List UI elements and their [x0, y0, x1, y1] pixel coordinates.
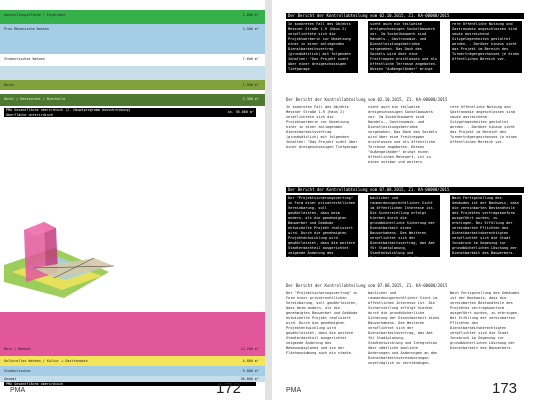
band-label: Studentisches	[4, 369, 31, 373]
area-band	[0, 312, 265, 344]
band-value: 1.500 m²	[242, 83, 259, 87]
footer-label: PMA	[286, 387, 302, 394]
text-column: In konkreten Fall des Objekts Messner Straße 1-9 (Haus 2) verpflichtete sich die Projektwerberin zur Umsetzung einer in einer anliegenden Dienstbarkeitsvertrag (grundsätzlich) mit folgenden Inhalten: "Das Projekt sieht über einer dreigeschossigen Tiefgarage	[286, 105, 358, 149]
area-band	[0, 356, 265, 366]
band-value: 2.800 m²	[242, 13, 259, 17]
band-value: 36.800 m²	[240, 377, 259, 381]
total-line-1: PMA Gesamtfläche oberirdisch (2. Hauptprogramm Ausschreibung)	[6, 108, 131, 112]
page-number: 173	[492, 380, 518, 397]
text-column: sieht auch ein teilweise dreigeschossigen Sockelbauwerk vor. Im Sockelbauwerk sind Handels-, Gastronomie- und Dienstleistungsbetriebe vorgesehen. Das Dach des Sockels wird über eine Freitreppen erschlossen und als öffentliche Terrasse angeboten. Dessen "Außengeländer" bringt einen öffentlichen Mehrwert, ist zu einen nutzbar und weiters	[368, 105, 438, 164]
band-value: 9.800 m²	[242, 369, 259, 373]
band-value: 2.300 m²	[242, 97, 259, 101]
total-value: ca. 36.800 m²	[227, 110, 254, 114]
band-value: 4.800 m²	[242, 359, 259, 363]
band-label: Gesamt	[4, 377, 17, 381]
band-label: Hotel / Restaurant / Bierhalle	[4, 97, 66, 101]
area-band	[0, 366, 265, 376]
band-label: Büro / Wohnen	[4, 347, 31, 351]
text-column: Nach Fertigstellung des Gebäudes ist der Nachweis, dass die vereinbarten Bestandteile des Projektes vertragskonform ausgeführt wurden, zu erbringen. Bei Erfüllung der vereinbarten Pflichten des Dienstbarkeitsberechtigten verpflichtet sich die Stadt Innsbruck im Gegenzug zur grundbücherlichen Löschung der Dienstbarkeit des Bauwerbers.	[450, 195, 522, 257]
section-header: Der Bericht der Kontrollabteilung vom 07.08.2015, Z1. KA-00000/2015	[286, 187, 524, 193]
bottom-total-label: PMA Gesamtfläche oberirdisch	[6, 382, 64, 386]
text-column: baulicher und raumordnungsrechtlicher Sicht im öffentlichen Interesse ist. Die Sicherstellung erfolgt hierbei durch die grundbücherliche Sicherung der Dienstbarkeit eines Bauvorhabens. Des Weiteren verpflichtet sich der Dienstbarkeitsvertrag, das Amt für Stadtplanung, Stadtentwicklung und Integration über sämtliche bauliche Änderungen und Änderungen an den Dienstbarkeitsvereinbarungen unverzüglich zu verständigen.	[368, 195, 440, 257]
total-line-2: Oberfläche unterirdisch	[6, 112, 53, 117]
area-band	[0, 10, 265, 24]
section-header: Der Bericht der Kontrollabteilung vom 07.08.2015, Z1. KA-00000/2015	[286, 283, 448, 288]
text-column: Der "Projektsicherungsvertrag" in Form einer privatrechtlichen Vereinbarung, soll gewährleisten, dass beim andern, als die genehmigten Bauwerber und Gebäude entwickelte Projekt realisiert wird. Durch die genehmigten Projektentwicklung wird gewährleistet, dass die weitere Stadterdachteil ausgerichtet zeigende Änderung des Bebauungsplanes und sie der Flächenwidmung auch ein stadte-	[286, 195, 358, 257]
section-header: Der Bericht der Kontrollabteilung vom 02.10.2015, Z1. KA-00000/2015	[286, 97, 448, 102]
text-column: Nach Fertigstellung des Gebäudes ist der Nachweis, dass die vereinbarten Bestandteile des Projektes vertragskonform ausgeführt wurden, zu erbringen. Bei Erfüllung der vereinbarten Pflichten des Dienstbarkeitsberechtigten verpflichtet sich die Stadt Innsbruck im Gegenzug zur grundbücherlichen Löschung der Dienstbarkeit des Bauwerbers.	[450, 291, 520, 350]
text-column: rere öffentliche Nutzung und Gastronomie angeschlossen sind sowie ausreichend Sitzgelegenheiten gestaltet werden. - Darüber hinaus sieht das Projekt im Bereich des Turmerträgergeschosses je einen öffentlichen Bereich vor.	[450, 105, 518, 144]
area-band	[0, 54, 265, 66]
left-page	[0, 0, 265, 400]
area-band	[0, 80, 265, 90]
band-value: 14.200 m²	[240, 347, 259, 351]
area-band	[0, 24, 265, 54]
band-value: 7.600 m²	[242, 57, 259, 61]
text-column: In konkreten Fall des Objekts Messner Straße 1-9 (Haus 2) verpflichtete sich die Projektwerberin zur Umsetzung einer in einer anliegenden Dienstbarkeitsvertrag (grundsätzlich) mit folgenden Inhalten: "Das Projekt sieht über einer dreigeschossigen Tiefgarage	[286, 21, 358, 73]
text-column: baulicher und raumordnungsrechtlicher Sicht im öffentlichen Interesse ist. Die Sicherstellung erfolgt hierbei durch die grundbücherliche Sicherung der Dienstbarkeit eines Bauvorhabens. Des Weiteren verpflichtet sich der Dienstbarkeitsvertrag, das Amt für Stadtplanung, Stadtentwicklung und Integration über sämtliche bauliche Änderungen und Änderungen an den Dienstbarkeitsvereinbarungen unverzüglich zu verständigen.	[368, 291, 440, 365]
band-value: 2.500 m²	[242, 27, 259, 31]
text-column: Der "Projektsicherungsvertrag" in Form einer privatrechtlichen Vereinbarung, soll gewährleisten, dass beim andern, als die genehmigten Bauwerber und Gebäude entwickelte Projekt realisiert wird. Durch die genehmigten Projektentwicklung wird gewährleistet, dass die weitere Stadterdachteil ausgerichtet zeigende Änderung des Bebauungsplanes und sie der Flächenwidmung auch ein stadte-	[286, 291, 358, 355]
band-label: Kulturelles Wohnen / Kultur + Gastronomie	[4, 359, 88, 363]
area-band	[0, 66, 265, 80]
section-header: Der Bericht der Kontrollabteilung vom 02.10.2015, Z1. KA-00000/2015	[286, 13, 524, 19]
band-label: Büros	[4, 83, 15, 87]
total-area-row	[4, 108, 256, 117]
text-column: rere öffentliche Nutzung und Gastronomie angeschlossen sind sowie ausreichend Sitzgelegenheiten gestaltet werden. - Darüber hinaus sieht das Projekt im Bereich des Turmerträgergeschosses je einen öffentlichen Bereich vor.	[450, 21, 522, 73]
building-illustration	[4, 210, 124, 300]
band-label: Ausstellungsfläche / Foyerzone	[4, 13, 66, 17]
text-column: sieht auch ein teilweise dreigeschossigen Sockelbauwerk vor. Im Sockelbauwerk sind Handels-, Gastronomie- und Dienstleistungsbetriebe vorgesehen. Das Dach des Sockels wird über eine Freitreppen erschlossen und als öffentliche Terrasse angeboten. Dessen "Außengeländer" bringt einen öffentlichen Mehrwert, ist zu einen nutzbar und weiters	[368, 21, 440, 73]
page-number: 172	[216, 380, 242, 397]
footer-label: PMA	[10, 387, 26, 394]
page-gutter	[265, 0, 272, 400]
band-label: Studentisches Wohnen	[4, 57, 45, 61]
band-label: Pros Mesenische Wohnen	[4, 27, 49, 31]
area-band	[0, 94, 265, 106]
area-band	[0, 344, 265, 356]
right-page	[272, 0, 537, 400]
